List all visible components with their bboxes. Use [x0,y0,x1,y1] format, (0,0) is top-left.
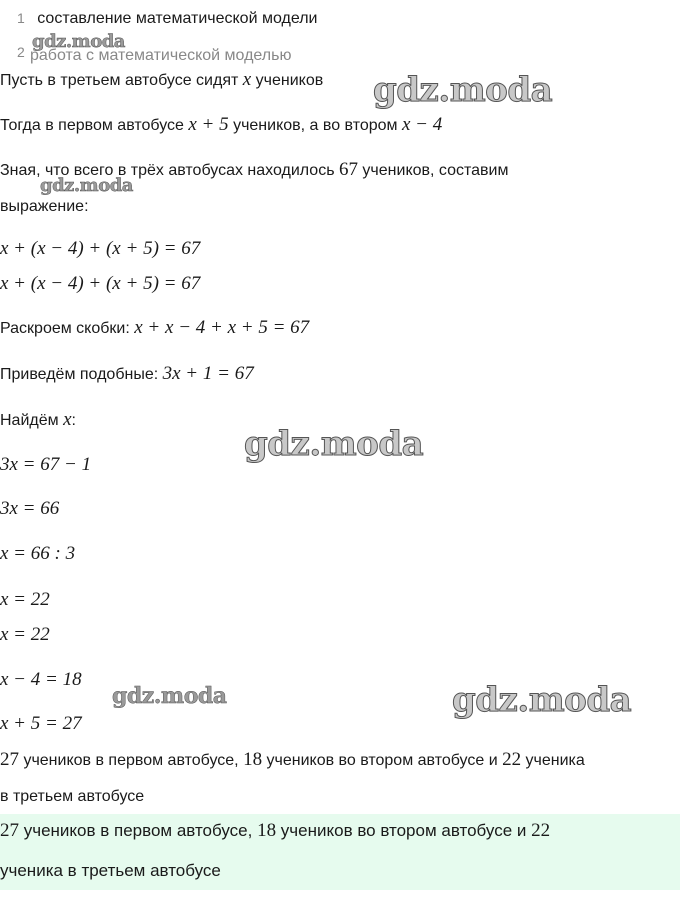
result-text-2: учеников во втором автобусе и [262,752,503,769]
answer-num-18: 18 [257,820,277,841]
equation-9: x + 5 = 27 [0,713,82,734]
watermark-4: gdz.moda [244,424,424,464]
answer-line-2: ученика в третьем автобусе [0,861,221,880]
answer-box [0,814,680,890]
line-find-x-text: Найдём [0,412,64,429]
result-line-1 [0,750,585,771]
var-x: x [242,69,252,90]
line-collect-terms-text: Приведём подобные: [0,366,163,383]
expr-open-brackets: x + x − 4 + x + 5 = 67 [134,317,310,338]
watermark-5: gdz.moda [112,683,227,709]
result-num-27: 27 [0,749,19,770]
answer-num-22: 22 [531,820,551,841]
expr-x-minus-4: x − 4 [402,114,443,135]
result-text-1: учеников в первом автобусе, [19,752,244,769]
line-let-x-text: Пусть в третьем автобусе сидят [0,72,243,89]
step-1-label: составление математической модели [37,10,318,27]
answer-text-2: учеников во втором автобусе и [276,821,532,840]
equation-2: x + (x − 4) + (x + 5) = 67 [0,273,201,294]
line-then-text2: учеников, а во втором [228,117,402,134]
equation-4: 3x = 66 [0,498,60,519]
line-open-brackets-text: Раскроем скобки: [0,320,135,337]
num-67: 67 [338,159,358,180]
answer-num-27: 27 [0,820,19,841]
step-1 [17,8,317,29]
expr-x-plus-5: x + 5 [188,114,229,135]
watermark-6: gdz.moda [452,680,632,720]
equation-8: x − 4 = 18 [0,669,82,690]
line-find-x [0,410,76,431]
line-find-x-text2: : [71,412,76,429]
line-then-text: Тогда в первом автобусе [0,117,189,134]
result-line-2: в третьем автобусе [0,788,145,805]
watermark-2: gdz.moda [373,70,553,110]
answer-line-1 [0,820,550,842]
watermark-1: gdz.moda [32,31,125,52]
equation-6: x = 22 [0,589,50,610]
equation-5: x = 66 : 3 [0,543,76,564]
step-2-number: 2 [17,44,25,60]
var-x-find: x [63,409,72,430]
watermark-3: gdz.moda [40,175,133,196]
step-1-number: 1 [17,10,25,26]
line-open-brackets [0,318,309,339]
result-num-22: 22 [502,749,522,770]
line-let-x [0,70,323,91]
line-knowing-text: Зная, что всего в трёх автобусах находилось [0,162,339,179]
line-collect-terms [0,364,254,385]
result-text-3: ученика [521,752,585,769]
equation-7: x = 22 [0,624,50,645]
line-expression-word: выражение: [0,198,89,215]
result-num-18: 18 [243,749,263,770]
equation-1: x + (x − 4) + (x + 5) = 67 [0,238,201,259]
line-then [0,115,442,136]
line-knowing-text2: учеников, составим [357,162,509,179]
answer-text-1: учеников в первом автобусе, [19,821,258,840]
step-2-label: работа с математической моделью [30,47,292,64]
equation-3: 3x = 67 − 1 [0,454,92,475]
line-let-x-text2: учеников [251,72,324,89]
expr-collect-terms: 3x + 1 = 67 [162,363,254,384]
